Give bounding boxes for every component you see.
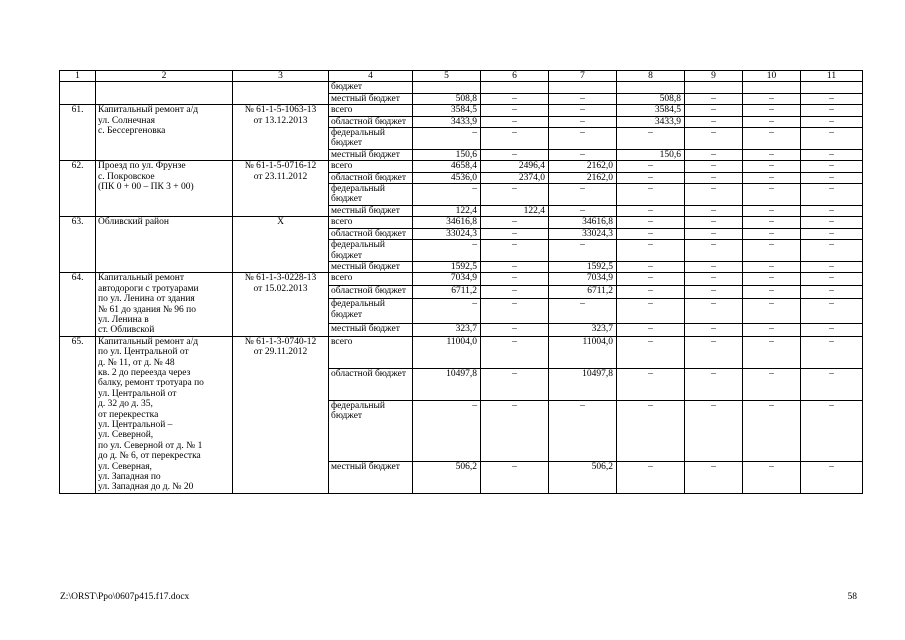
item-number: 63. — [60, 217, 96, 273]
amount-cell: – — [743, 217, 801, 228]
amount-cell: – — [481, 184, 549, 206]
funding-source: местный бюджет — [329, 461, 413, 493]
amount-cell: – — [743, 286, 801, 299]
object-name-line: ул. Центральной от — [98, 388, 177, 399]
amount-cell: – — [617, 368, 685, 400]
amount-cell: – — [481, 273, 549, 286]
amount-cell: – — [801, 149, 863, 160]
object-name-line: (ПК 0 + 00 – ПК 3 + 00) — [98, 182, 194, 193]
amount-cell: – — [743, 149, 801, 160]
amount-cell: – — [549, 205, 617, 216]
column-number-row — [60, 71, 863, 82]
expertise-conclusion-line: от 29.11.2012 — [253, 347, 308, 358]
table-row — [60, 161, 863, 172]
amount-cell: – — [685, 323, 743, 336]
amount-cell: – — [801, 105, 863, 116]
amount-cell: 1592,5 — [549, 261, 617, 272]
amount-cell: – — [617, 228, 685, 239]
amount-cell: – — [743, 228, 801, 239]
amount-cell: – — [801, 240, 863, 262]
table-row — [60, 273, 863, 286]
amount-cell: 1592,5 — [413, 261, 481, 272]
column-number: 4 — [329, 71, 413, 82]
column-number: 2 — [96, 71, 233, 82]
amount-cell: 323,7 — [549, 323, 617, 336]
expertise-conclusion-line: № 61-1-3-0740-12 — [244, 336, 317, 347]
object-name-line: ул. Ленина в — [98, 314, 149, 325]
funding-source: всего — [329, 105, 413, 116]
amount-cell: – — [801, 116, 863, 127]
object-name — [96, 273, 233, 336]
item-number: 64. — [60, 273, 96, 336]
table-row — [60, 105, 863, 116]
amount-cell: – — [801, 128, 863, 150]
amount-cell — [549, 82, 617, 93]
amount-cell: – — [685, 149, 743, 160]
amount-cell: – — [617, 286, 685, 299]
amount-cell: 2162,0 — [549, 161, 617, 172]
amount-cell: – — [743, 240, 801, 262]
amount-cell: – — [413, 400, 481, 461]
amount-cell: – — [801, 461, 863, 493]
object-name — [96, 82, 233, 105]
object-name — [96, 336, 233, 493]
amount-cell: – — [743, 116, 801, 127]
amount-cell: – — [743, 336, 801, 368]
amount-cell: – — [413, 184, 481, 206]
amount-cell: – — [743, 323, 801, 336]
amount-cell: – — [801, 400, 863, 461]
amount-cell: 33024,3 — [413, 228, 481, 239]
object-name-line: ст. Обливской — [98, 325, 155, 336]
amount-cell: – — [743, 161, 801, 172]
column-number: 3 — [233, 71, 329, 82]
object-name-line: по ул. Северной от д. № 1 — [98, 440, 203, 451]
object-name-line: ул. Северная, — [98, 461, 152, 472]
amount-cell: – — [481, 299, 549, 324]
amount-cell: – — [481, 240, 549, 262]
amount-cell: 2496,4 — [481, 161, 549, 172]
amount-cell: – — [617, 461, 685, 493]
amount-cell: – — [743, 205, 801, 216]
expertise-conclusion-line: № 61-1-3-0228-13 — [244, 273, 317, 284]
column-number: 5 — [413, 71, 481, 82]
amount-cell: 122,4 — [481, 205, 549, 216]
object-name-line: Капитальный ремонт а/д — [98, 336, 199, 347]
amount-cell: 3433,9 — [413, 116, 481, 127]
amount-cell: – — [743, 368, 801, 400]
amount-cell: 150,6 — [413, 149, 481, 160]
amount-cell: – — [617, 184, 685, 206]
amount-cell: – — [685, 105, 743, 116]
object-name-line: по ул. Центральной от — [98, 347, 189, 358]
amount-cell: – — [617, 161, 685, 172]
expertise-conclusion — [233, 161, 329, 217]
funding-source: областной бюджет — [329, 286, 413, 299]
amount-cell: – — [685, 299, 743, 324]
amount-cell: – — [743, 273, 801, 286]
table-row — [60, 82, 863, 93]
column-number: 6 — [481, 71, 549, 82]
amount-cell: – — [801, 299, 863, 324]
object-name — [96, 105, 233, 161]
amount-cell: 122,4 — [413, 205, 481, 216]
amount-cell: 323,7 — [413, 323, 481, 336]
amount-cell: – — [685, 273, 743, 286]
funding-source: областной бюджет — [329, 172, 413, 183]
object-name — [96, 217, 233, 273]
funding-source: всего — [329, 217, 413, 228]
amount-cell: – — [801, 286, 863, 299]
amount-cell: – — [685, 261, 743, 272]
amount-cell: – — [617, 299, 685, 324]
amount-cell: – — [481, 286, 549, 299]
object-name-line: Капитальный ремонт — [98, 273, 185, 284]
item-number: 65. — [60, 336, 96, 493]
amount-cell: 508,8 — [617, 93, 685, 104]
amount-cell: 10497,8 — [413, 368, 481, 400]
amount-cell: 4658,4 — [413, 161, 481, 172]
object-name-line: Проезд по ул. Фрунзе — [98, 161, 186, 172]
amount-cell: – — [743, 461, 801, 493]
funding-source: местный бюджет — [329, 205, 413, 216]
amount-cell: 506,2 — [413, 461, 481, 493]
amount-cell: – — [617, 128, 685, 150]
amount-cell: 3584,5 — [617, 105, 685, 116]
amount-cell: – — [617, 323, 685, 336]
amount-cell: – — [801, 172, 863, 183]
amount-cell: – — [685, 205, 743, 216]
expertise-conclusion-line: от 23.11.2012 — [253, 171, 308, 182]
item-number — [60, 82, 96, 105]
amount-cell: – — [481, 228, 549, 239]
amount-cell: – — [481, 461, 549, 493]
amount-cell — [413, 82, 481, 93]
amount-cell: 7034,9 — [549, 273, 617, 286]
amount-cell: 3584,5 — [413, 105, 481, 116]
amount-cell: 7034,9 — [413, 273, 481, 286]
amount-cell: – — [549, 240, 617, 262]
funding-source: местный бюджет — [329, 93, 413, 104]
amount-cell: – — [549, 400, 617, 461]
amount-cell: – — [617, 217, 685, 228]
table-row — [60, 217, 863, 228]
expertise-conclusion-line: от 15.02.2013 — [253, 283, 308, 294]
amount-cell: – — [481, 128, 549, 150]
amount-cell: – — [617, 240, 685, 262]
amount-cell: 11004,0 — [413, 336, 481, 368]
amount-cell: 11004,0 — [549, 336, 617, 368]
amount-cell: – — [801, 205, 863, 216]
amount-cell: – — [685, 461, 743, 493]
amount-cell: – — [685, 184, 743, 206]
funding-source: областной бюджет — [329, 368, 413, 400]
object-name-line: балку, ремонт тротуара по — [98, 378, 204, 389]
amount-cell — [801, 82, 863, 93]
object-name-line: автодороги с тротуарами — [98, 283, 199, 294]
amount-cell: – — [617, 172, 685, 183]
amount-cell: – — [617, 205, 685, 216]
expertise-conclusion-line: № 61-1-5-0716-12 — [244, 161, 317, 172]
column-number: 10 — [743, 71, 801, 82]
amount-cell: – — [481, 116, 549, 127]
amount-cell: – — [481, 336, 549, 368]
funding-source: бюджет — [329, 82, 413, 93]
amount-cell: – — [801, 184, 863, 206]
funding-source: областной бюджет — [329, 228, 413, 239]
amount-cell: – — [549, 299, 617, 324]
amount-cell: – — [685, 116, 743, 127]
funding-source: федеральный бюджет — [329, 128, 413, 150]
amount-cell: – — [801, 368, 863, 400]
amount-cell: – — [413, 128, 481, 150]
expertise-conclusion — [233, 273, 329, 336]
column-number: 9 — [685, 71, 743, 82]
amount-cell: – — [549, 116, 617, 127]
funding-source: всего — [329, 273, 413, 286]
object-name-line: ул. Западная до д. № 20 — [98, 482, 194, 493]
amount-cell: – — [685, 336, 743, 368]
amount-cell: – — [801, 228, 863, 239]
object-name-line: ул. Западная по — [98, 472, 161, 483]
amount-cell: – — [801, 323, 863, 336]
amount-cell: – — [685, 368, 743, 400]
amount-cell: – — [743, 261, 801, 272]
amount-cell: – — [481, 400, 549, 461]
object-name-line: Обливский район — [98, 217, 169, 228]
object-name-line: с. Бессергеновка — [98, 126, 166, 137]
amount-cell: 508,8 — [413, 93, 481, 104]
amount-cell: – — [481, 105, 549, 116]
amount-cell: – — [685, 172, 743, 183]
amount-cell: 6711,2 — [549, 286, 617, 299]
amount-cell: – — [413, 240, 481, 262]
amount-cell: – — [549, 128, 617, 150]
amount-cell: 2162,0 — [549, 172, 617, 183]
amount-cell: – — [617, 273, 685, 286]
amount-cell: – — [549, 93, 617, 104]
amount-cell: – — [549, 184, 617, 206]
amount-cell: – — [549, 149, 617, 160]
expertise-conclusion — [233, 105, 329, 161]
object-name-line: до д. № 6, от перекрестка — [98, 451, 201, 462]
amount-cell — [481, 82, 549, 93]
amount-cell: – — [685, 93, 743, 104]
amount-cell: 34616,8 — [413, 217, 481, 228]
table-body — [60, 71, 863, 494]
column-number: 11 — [801, 71, 863, 82]
amount-cell: – — [481, 323, 549, 336]
amount-cell: – — [481, 217, 549, 228]
object-name-line: от перекрестка — [98, 409, 159, 420]
amount-cell: – — [801, 93, 863, 104]
amount-cell: 3433,9 — [617, 116, 685, 127]
amount-cell: 6711,2 — [413, 286, 481, 299]
amount-cell — [743, 82, 801, 93]
amount-cell: – — [617, 400, 685, 461]
object-name — [96, 161, 233, 217]
amount-cell: – — [481, 149, 549, 160]
page-number: 58 — [847, 592, 857, 602]
column-number: 8 — [617, 71, 685, 82]
amount-cell: – — [617, 261, 685, 272]
expertise-conclusion — [233, 82, 329, 105]
amount-cell: – — [481, 368, 549, 400]
amount-cell: 33024,3 — [549, 228, 617, 239]
amount-cell: – — [801, 217, 863, 228]
expertise-conclusion-line: Х — [277, 217, 284, 228]
funding-source: федеральный бюджет — [329, 299, 413, 324]
column-number: 7 — [549, 71, 617, 82]
object-name-line: ул. Солнечная — [98, 115, 156, 126]
amount-cell: – — [801, 273, 863, 286]
object-name-line: № 61 до здания № 96 по — [98, 304, 196, 315]
amount-cell: – — [743, 172, 801, 183]
expertise-conclusion — [233, 217, 329, 273]
object-name-line: по ул. Ленина от здания — [98, 294, 195, 305]
amount-cell: – — [743, 184, 801, 206]
amount-cell: – — [413, 299, 481, 324]
amount-cell: – — [743, 299, 801, 324]
amount-cell: 150,6 — [617, 149, 685, 160]
funding-source: областной бюджет — [329, 116, 413, 127]
amount-cell: – — [549, 105, 617, 116]
footer-file-path: Z:\ORST\Ppo\0607p415.f17.docx — [60, 592, 190, 602]
amount-cell: 34616,8 — [549, 217, 617, 228]
funding-source: федеральный бюджет — [329, 400, 413, 461]
funding-source: всего — [329, 161, 413, 172]
object-name-line: д. № 11, от д. № 48 — [98, 357, 175, 368]
amount-cell: – — [743, 105, 801, 116]
funding-source: федеральный бюджет — [329, 240, 413, 262]
object-name-line: ул. Центральной – — [98, 420, 173, 430]
amount-cell: – — [801, 261, 863, 272]
amount-cell: 2374,0 — [481, 172, 549, 183]
amount-cell: – — [743, 128, 801, 150]
table-row — [60, 336, 863, 368]
amount-cell: – — [685, 128, 743, 150]
amount-cell: – — [685, 240, 743, 262]
amount-cell: – — [685, 217, 743, 228]
amount-cell: – — [685, 228, 743, 239]
amount-cell: 10497,8 — [549, 368, 617, 400]
item-number: 62. — [60, 161, 96, 217]
amount-cell: – — [801, 336, 863, 368]
amount-cell: – — [617, 336, 685, 368]
funding-source: местный бюджет — [329, 261, 413, 272]
object-name-line: с. Покровское — [98, 171, 155, 182]
expertise-conclusion — [233, 336, 329, 493]
column-number: 1 — [60, 71, 96, 82]
object-name-line: д. 32 до д. 35, — [98, 399, 153, 410]
amount-cell: – — [743, 400, 801, 461]
object-name-line: кв. 2 до переезда через — [98, 367, 191, 378]
object-name-line: ул. Северной, — [98, 430, 154, 441]
amount-cell: – — [481, 93, 549, 104]
amount-cell: – — [743, 93, 801, 104]
object-name-line: Капитальный ремонт а/д — [98, 105, 199, 116]
amount-cell: – — [685, 400, 743, 461]
funding-source: местный бюджет — [329, 149, 413, 160]
amount-cell: – — [685, 286, 743, 299]
amount-cell — [617, 82, 685, 93]
amount-cell: – — [685, 161, 743, 172]
amount-cell: 506,2 — [549, 461, 617, 493]
funding-source: местный бюджет — [329, 323, 413, 336]
budget-table — [59, 70, 863, 494]
amount-cell: 4536,0 — [413, 172, 481, 183]
item-number: 61. — [60, 105, 96, 161]
amount-cell: – — [801, 161, 863, 172]
expertise-conclusion-line: № 61-1-5-1063-13 — [244, 105, 317, 116]
amount-cell — [685, 82, 743, 93]
funding-source: федеральный бюджет — [329, 184, 413, 206]
amount-cell: – — [481, 261, 549, 272]
expertise-conclusion-line: от 13.12.2013 — [253, 115, 308, 126]
funding-source: всего — [329, 336, 413, 368]
